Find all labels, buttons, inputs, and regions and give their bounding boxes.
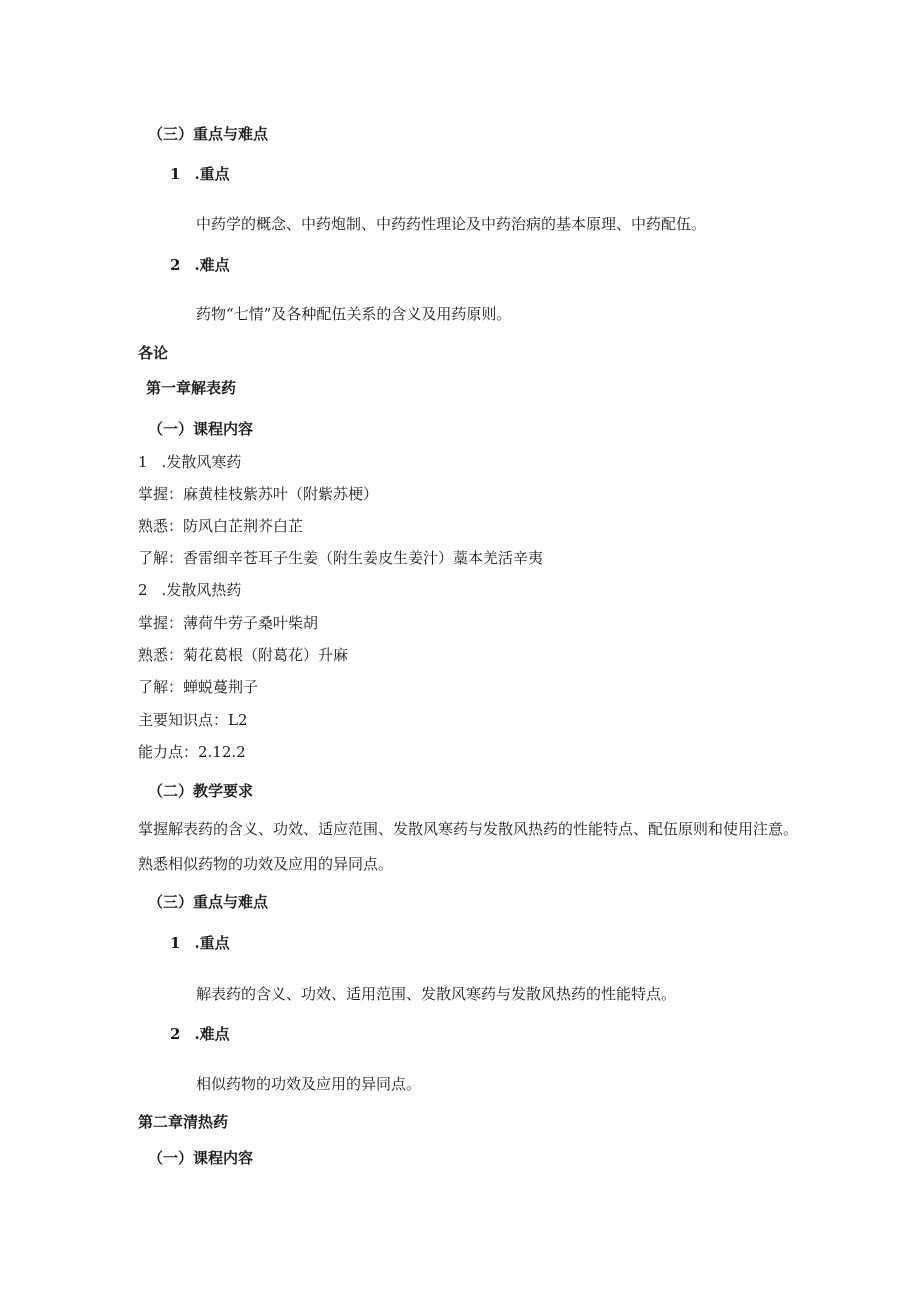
list-item: 1 .发散风寒药: [138, 453, 242, 471]
body-paragraph: 中药学的概念、中药炮制、中药药性理论及中药治病的基本原理、中药配伍。: [196, 215, 707, 233]
subsection-heading: 2 .难点: [170, 256, 230, 274]
subsection-heading: 1 .重点: [170, 934, 230, 952]
body-paragraph: 相似药物的功效及应用的异同点。: [196, 1075, 422, 1093]
body-paragraph: 解表药的含义、功效、适用范围、发散风寒药与发散风热药的性能特点。: [196, 985, 677, 1003]
list-item: 主要知识点：L2: [138, 711, 248, 729]
list-item: 掌握：薄荷牛劳子桑叶柴胡: [138, 614, 319, 632]
chapter-heading: 第二章清热药: [138, 1113, 229, 1131]
list-item: 2 .发散风热药: [138, 581, 242, 599]
list-item: 掌握：麻黄桂枝紫苏叶（附紫苏梗）: [138, 485, 379, 503]
subsection-heading: 2 .难点: [170, 1025, 230, 1043]
section-heading: （一）课程内容: [148, 420, 254, 438]
section-heading: （三）重点与难点: [148, 125, 269, 143]
body-paragraph: 熟悉相似药物的功效及应用的异同点。: [138, 855, 394, 873]
list-item: 熟悉：菊花葛根（附葛花）升麻: [138, 646, 349, 664]
body-paragraph: 药物“七情”及各种配伍关系的含义及用药原则。: [196, 305, 512, 323]
list-item: 了解：蝉蜕蔓荆子: [138, 678, 259, 696]
section-heading: （二）教学要求: [148, 782, 254, 800]
chapter-heading: 第一章解表药: [146, 379, 237, 397]
section-heading: （一）课程内容: [148, 1149, 254, 1167]
list-item: 熟悉：防风白芷荆芥白芷: [138, 517, 304, 535]
body-paragraph: 掌握解表药的含义、功效、适应范围、发散风寒药与发散风热药的性能特点、配伍原则和使用注意。: [138, 820, 799, 838]
section-heading: （三）重点与难点: [148, 893, 269, 911]
part-heading: 各论: [138, 344, 169, 362]
list-item: 能力点：2.12.2: [138, 743, 246, 761]
subsection-heading: 1 .重点: [170, 165, 230, 183]
list-item: 了解：香雷细辛苍耳子生姜（附生姜皮生姜汁）藁本羌活辛夷: [138, 549, 544, 567]
